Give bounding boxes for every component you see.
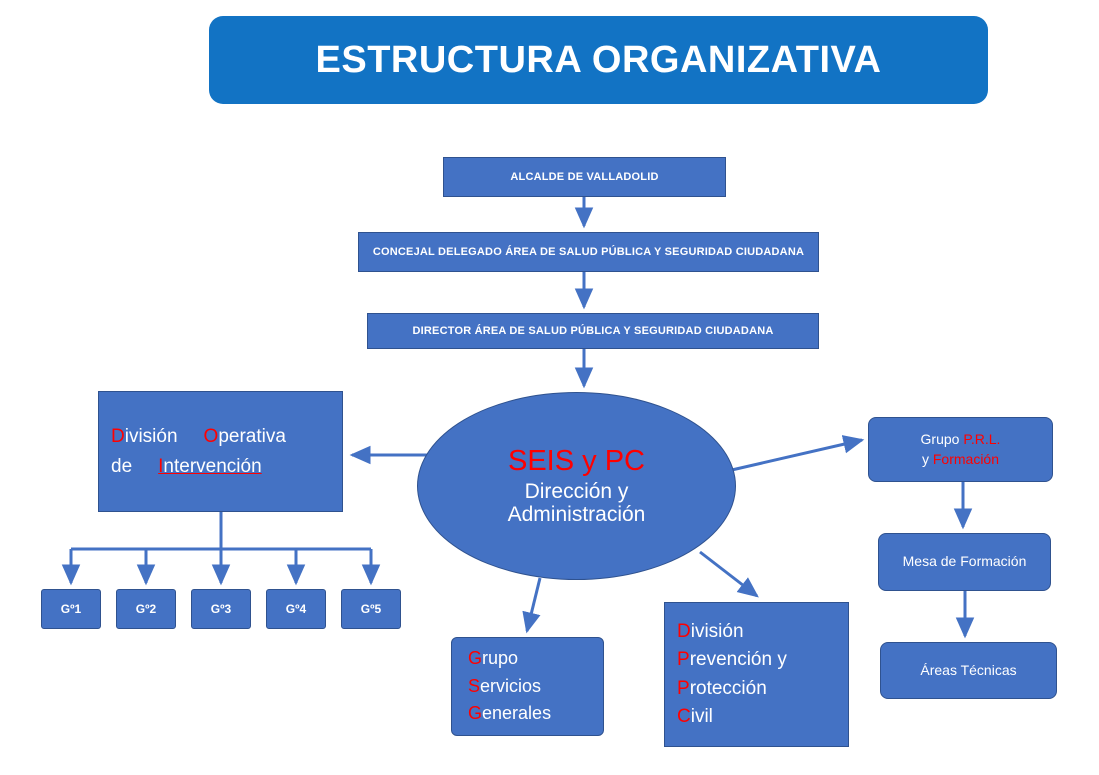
gsg-cap-g2: G <box>468 703 483 724</box>
page-title: ESTRUCTURA ORGANIZATIVA <box>209 16 988 104</box>
division-operativa-line-2 <box>111 453 262 481</box>
dppc-cap-p2: P <box>677 677 690 699</box>
node-grupo-prl-formacion[interactable] <box>868 417 1053 482</box>
gsg-cap-g: G <box>468 647 483 668</box>
dppc-line-3 <box>677 675 767 704</box>
division-operativa-line-1 <box>111 423 286 451</box>
prl-text-formacion: Formación <box>932 450 1000 467</box>
node-areas-tecnicas[interactable]: Áreas Técnicas <box>880 642 1057 699</box>
gsg-line-2 <box>468 673 541 701</box>
division-cap-i: I <box>158 455 164 477</box>
dppc-line-2 <box>677 646 787 675</box>
dppc-cap-d: D <box>677 620 691 642</box>
node-grupo-3[interactable]: Gº3 <box>191 589 251 629</box>
node-grupo-servicios-generales[interactable] <box>451 637 604 736</box>
prl-text-y: y <box>921 450 933 467</box>
division-cap-o: O <box>203 425 219 447</box>
gsg-line-3 <box>468 700 551 728</box>
node-seis-y-pc[interactable] <box>417 392 736 580</box>
division-text-ivision: ivisión <box>124 425 178 447</box>
division-cap-d: D <box>111 425 125 447</box>
dppc-line-1 <box>677 618 744 647</box>
seis-y-pc-title: SEIS y PC <box>508 445 645 478</box>
node-grupo-5[interactable]: Gº5 <box>341 589 401 629</box>
prl-line-1 <box>921 430 1001 450</box>
node-grupo-2[interactable]: Gº2 <box>116 589 176 629</box>
dppc-cap-c: C <box>677 706 691 727</box>
division-text-ntervencion: ntervención <box>163 455 262 477</box>
node-concejal-delegado[interactable]: CONCEJAL DELEGADO ÁREA DE SALUD PÚBLICA Y SEGURIDAD CIUDADANA <box>358 232 819 272</box>
division-text-perativa: perativa <box>218 425 286 447</box>
node-grupo-1[interactable]: Gº1 <box>41 589 101 629</box>
prl-text-prl: P.R.L. <box>963 430 1001 447</box>
dppc-text-roteccion: rotección <box>689 677 767 699</box>
gsg-cap-s: S <box>468 675 481 696</box>
prl-text-grupo: Grupo <box>920 430 964 447</box>
gsg-text-enerales: enerales <box>482 703 552 724</box>
node-division-prevencion-proteccion-civil[interactable] <box>664 602 849 747</box>
node-division-operativa-intervencion[interactable] <box>98 391 343 512</box>
gsg-text-rupo: rupo <box>482 647 519 668</box>
node-mesa-de-formacion[interactable]: Mesa de Formación <box>878 533 1051 591</box>
gsg-line-1 <box>468 645 518 673</box>
division-text-de: de <box>111 455 133 477</box>
node-alcalde[interactable]: ALCALDE DE VALLADOLID <box>443 157 726 197</box>
dppc-text-ivision: ivisión <box>690 620 744 642</box>
prl-line-2 <box>922 450 999 470</box>
dppc-cap-p1: P <box>677 649 690 670</box>
node-grupo-4[interactable]: Gº4 <box>266 589 326 629</box>
seis-y-pc-subtitle-1: Dirección y <box>524 479 629 503</box>
dppc-text-ivil: ivil <box>690 706 713 727</box>
dppc-text-revencion: revención y <box>689 649 787 670</box>
seis-y-pc-subtitle-2: Administración <box>507 503 646 527</box>
node-director-area[interactable]: DIRECTOR ÁREA DE SALUD PÚBLICA Y SEGURIDAD CIUDADANA <box>367 313 819 349</box>
gsg-text-ervicios: ervicios <box>480 675 542 696</box>
dppc-line-4 <box>677 703 713 732</box>
